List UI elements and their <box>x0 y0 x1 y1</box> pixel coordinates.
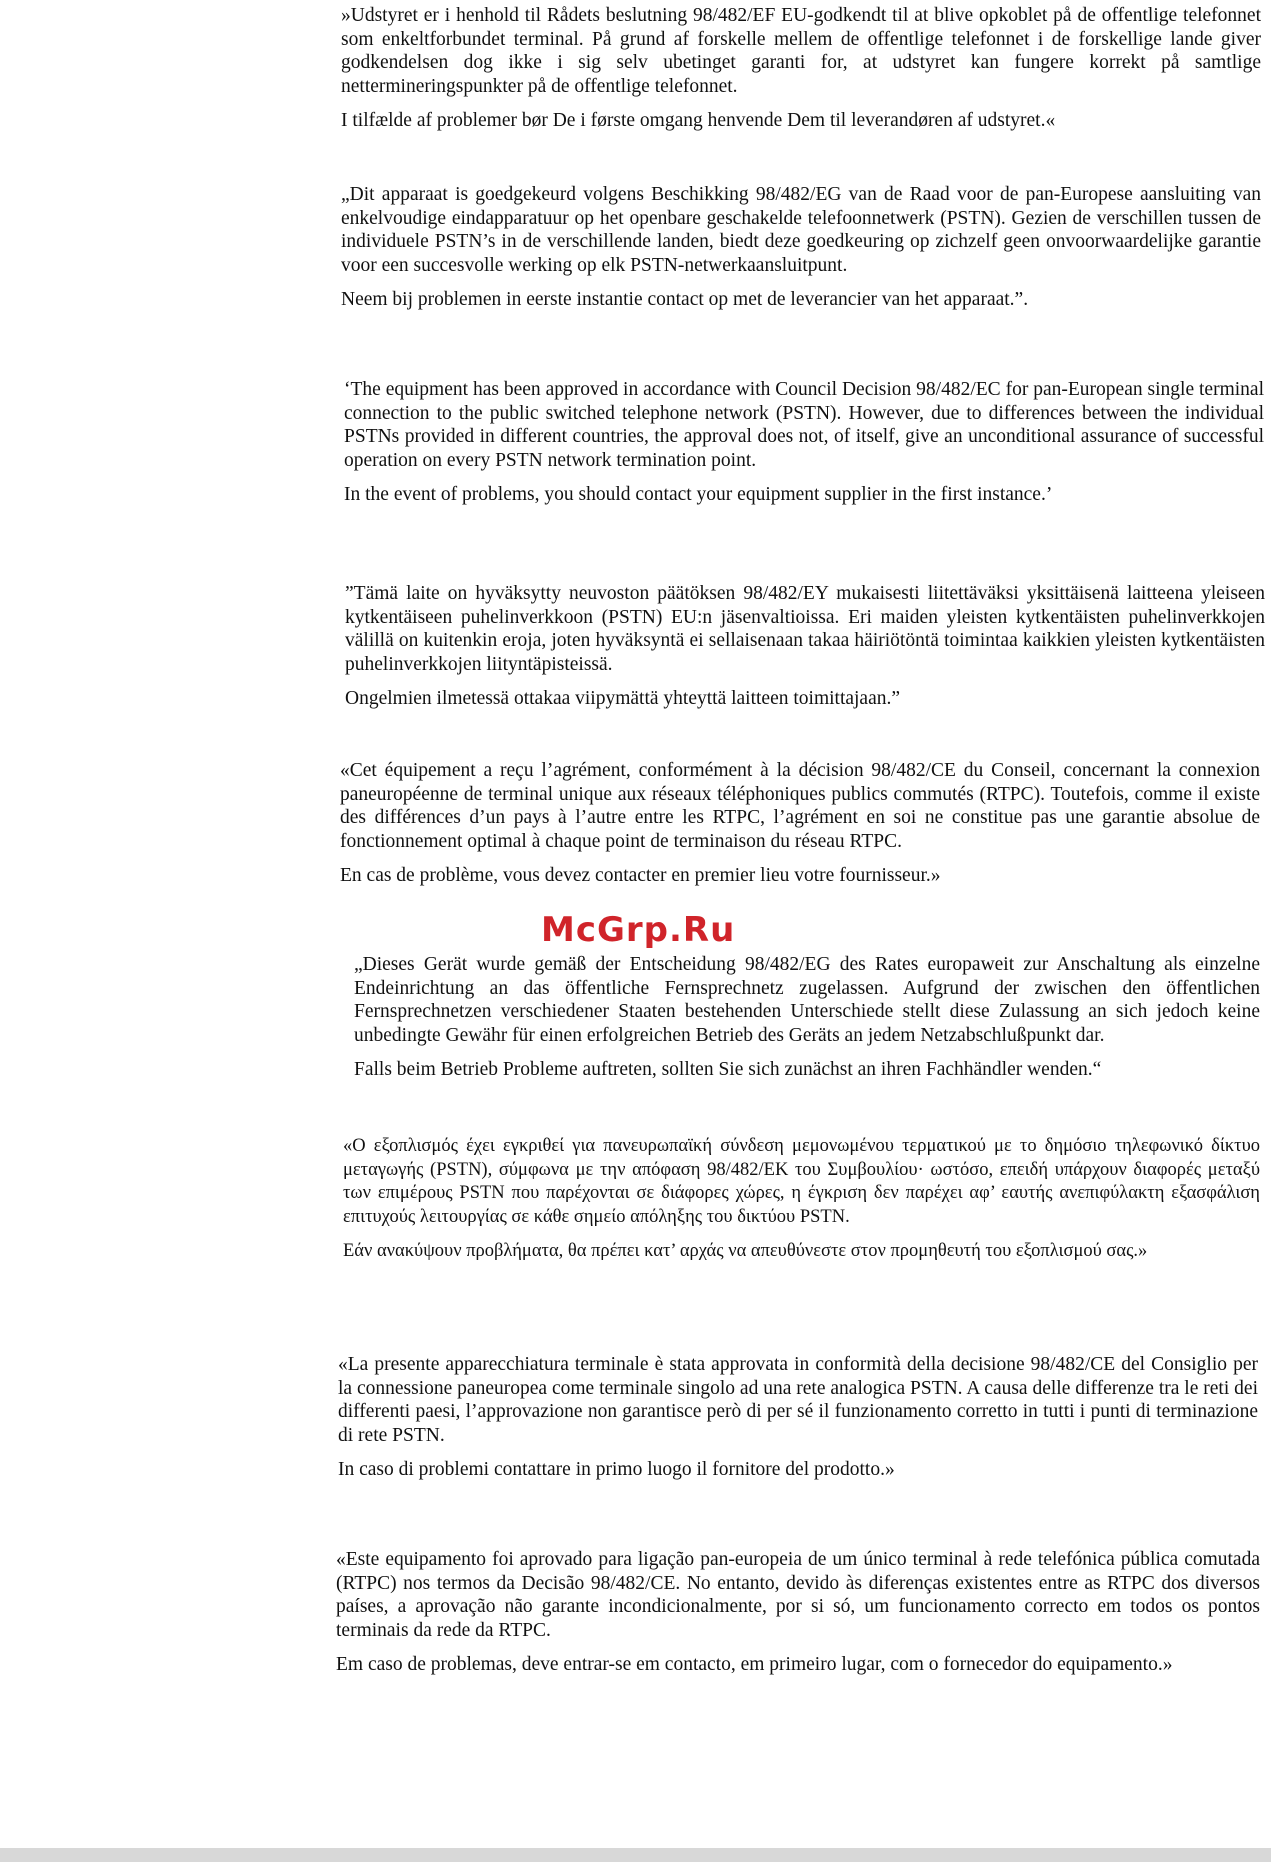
paragraph-english-2: In the event of problems, you should contact your equipment supplier in the first instance.’ <box>344 484 1053 506</box>
section-portuguese <box>336 1548 1260 1677</box>
paragraph-finnish-1: ”Tämä laite on hyväksytty neuvoston päätöksen 98/482/EY mukaisesti liitettäväksi yksittäisenä laitteena yleiseen kytkentäiseen puhelinverkkoon (PSTN) EU:n jäsenvaltioissa. Eri maiden yleisten kytkentäisten puhelinverkkojen välillä on kuitenkin eroja, joten hyväksyntä ei sellaisenaan takaa häiriötöntä toimintaa kaikkien yleisten kytkentäisten puhelinverkkojen liityntäpisteissä. <box>345 583 1265 675</box>
paragraph-portuguese-1: «Este equipamento foi aprovado para ligação pan-europeia de um único terminal à rede telefónica pública comutada (RTPC) nos termos da Decisão 98/482/CE. No entanto, devido às diferenças existentes entre as RTPC dos diversos países, a aprovação não garante incondicionalmente, por si só, um funcionamento correcto em todos os pontos terminais da rede da RTPC. <box>336 1549 1260 1641</box>
section-german <box>354 953 1260 1082</box>
section-french <box>340 759 1260 888</box>
paragraph-french-2: En cas de problème, vous devez contacter en premier lieu votre fournisseur.» <box>340 865 941 887</box>
watermark-logo: McGrp.Ru <box>541 910 736 950</box>
paragraph-italian-1: «La presente apparecchiatura terminale è stata approvata in conformità della decisione 98/482/CE del Consiglio per la connessione paneuropea come terminale singolo ad una rete analogica PSTN. A causa delle differenze tra le reti dei differenti paesi, l’approvazione non garantisce però di per sé il funzionamento corretto in tutti i punti di terminazione di rete PSTN. <box>338 1354 1258 1446</box>
section-greek <box>343 1135 1260 1264</box>
paragraph-dutch-1: „Dit apparaat is goedgekeurd volgens Beschikking 98/482/EG van de Raad voor de pan-Europese aansluiting van enkelvoudige eindapparatuur op het openbare geschakelde telefoonnetwerk (PSTN). Gezien de verschillen tussen de individuele PSTN’s in de verschillende landen, biedt deze goedkeuring op zichzelf geen onvoorwaardelijke garantie voor een succesvolle werking op elk PSTN-netwerkaansluitpunt. <box>341 184 1261 276</box>
paragraph-greek-1: «Ο εξοπλισμός έχει εγκριθεί για πανευρωπαϊκή σύνδεση μεμονωμένου τερματικού με το δημόσιο τηλεφωνικό δίκτυο μεταγωγής (PSTN), σύμφωνα με την απόφαση 98/482/ΕΚ του Συμβουλίου· ωστόσο, επειδή υπάρχουν διαφορές μεταξύ των επιμέρους PSTN που παρέχονται σε διάφορες χώρες, η έγκριση δεν παρέχει αφ’ εαυτής ανεπιφύλακτη εξασφάλιση επιτυχούς λειτουργίας σε κάθε σημείο απόληξης του δικτύου PSTN. <box>343 1136 1260 1227</box>
paragraph-italian-2: In caso di problemi contattare in primo luogo il fornitore del prodotto.» <box>338 1459 895 1481</box>
section-italian <box>338 1353 1258 1482</box>
paragraph-finnish-2: Ongelmien ilmetessä ottakaa viipymättä yhteyttä laitteen toimittajaan.” <box>345 688 901 710</box>
paragraph-danish-2: I tilfælde af problemer bør De i første omgang henvende Dem til leverandøren af udstyret.« <box>341 110 1056 132</box>
paragraph-english-1: ‘The equipment has been approved in accordance with Council Decision 98/482/EC for pan-European single terminal connection to the public switched telephone network (PSTN). However, due to differences between the individual PSTNs provided in different countries, the approval does not, of itself, give an unconditional assurance of successful operation on every PSTN network termination point. <box>344 379 1264 471</box>
paragraph-german-1: „Dieses Gerät wurde gemäß der Entscheidung 98/482/EG des Rates europaweit zur Anschaltung als einzelne Endeinrichtung an das öffentliche Fernsprechnetz zugelassen. Aufgrund der zwischen den öffentlichen Fernsprechnetzen verschiedener Staaten bestehenden Unterschiede stellt diese Zulassung an sich jedoch keine unbedingte Gewähr für einen erfolgreichen Betrieb des Geräts an jedem Netzabschlußpunkt dar. <box>354 954 1260 1046</box>
section-danish <box>341 4 1261 133</box>
paragraph-portuguese-2: Em caso de problemas, deve entrar-se em contacto, em primeiro lugar, com o fornecedor do equipamento.» <box>336 1654 1173 1676</box>
paragraph-greek-2: Εάν ανακύψουν προβλήματα, θα πρέπει κατ’ αρχάς να απευθύνεστε στον προμηθευτή του εξοπλισμού σας.» <box>343 1241 1148 1262</box>
viewer-bottom-bar <box>0 1848 1271 1862</box>
paragraph-dutch-2: Neem bij problemen in eerste instantie contact op met de leverancier van het apparaat.”. <box>341 289 1029 311</box>
section-english <box>344 378 1264 507</box>
section-finnish <box>345 582 1265 711</box>
paragraph-german-2: Falls beim Betrieb Probleme auftreten, sollten Sie sich zunächst an ihren Fachhändler wenden.“ <box>354 1059 1102 1081</box>
paragraph-danish-1: »Udstyret er i henhold til Rådets beslutning 98/482/EF EU-godkendt til at blive opkoblet på de offentlige telefonnet som enkeltforbundet terminal. På grund af forskelle mellem de offentlige telefonnet i de forskellige lande giver godkendelsen dog ikke i sig selv ubetinget garanti for, at udstyret kan fungere korrekt på samtlige nettermineringspunkter på de offentlige telefonnet. <box>341 5 1261 97</box>
section-dutch <box>341 183 1261 312</box>
paragraph-french-1: «Cet équipement a reçu l’agrément, conformément à la décision 98/482/CE du Conseil, concernant la connexion paneuropéenne de terminal unique aux réseaux téléphoniques publics commutés (RTPC). Toutefois, comme il existe des différences d’un pays à l’autre entre les RTPC, l’agrément en soi ne constitue pas une garantie absolue de fonctionnement optimal à chaque point de terminaison du réseau RTPC. <box>340 760 1260 852</box>
